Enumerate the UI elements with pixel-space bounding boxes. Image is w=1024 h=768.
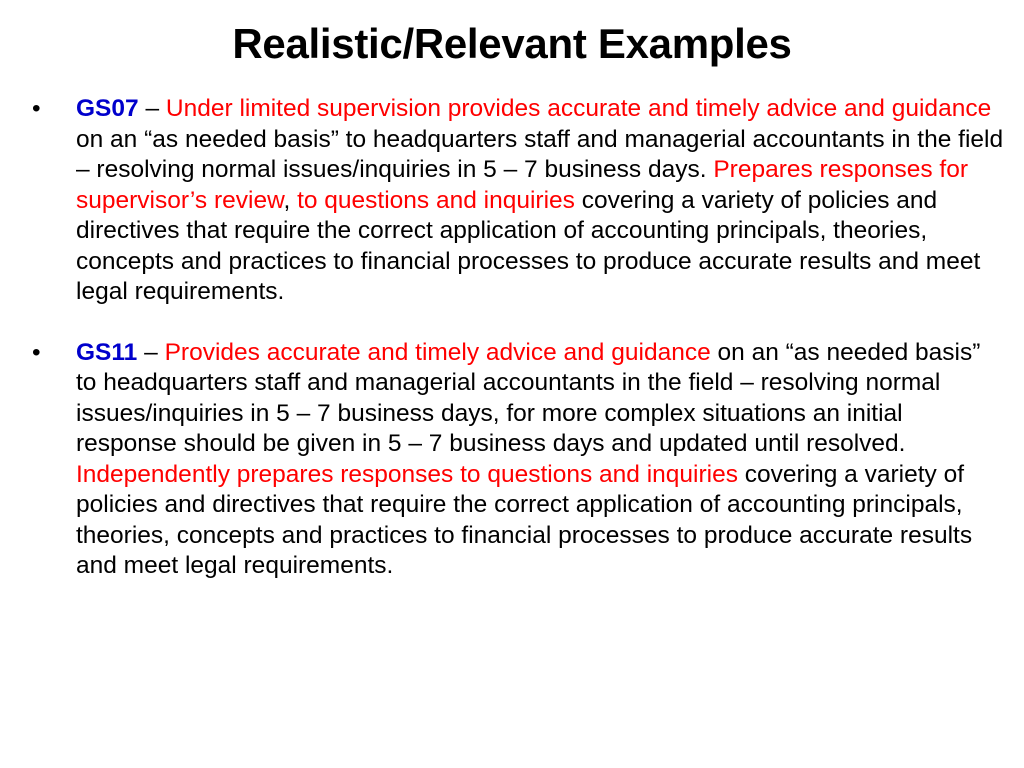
text-segment: on an “as needed basis” to headquarters staff and managerial accountants in the field – resolving normal issues/inquiries in 5 – 7 business days, for more complex situations an initial response should be given in 5 – 7 business days and updated until resolved. bbox=[76, 338, 981, 457]
grade-label: GS11 bbox=[76, 338, 138, 366]
highlight-text: Independently prepares responses to questions and inquiries bbox=[76, 460, 738, 488]
text-segment: – bbox=[138, 95, 166, 122]
bullet-dot-icon: • bbox=[32, 95, 41, 122]
text-segment: covering a variety of policies and directives that require the correct application of accounting principals, theories, concepts and practices to financial processes to produce accurate results and meet legal requirements. bbox=[76, 460, 973, 579]
bullet-item-gs07 bbox=[30, 94, 1005, 308]
bullet-list bbox=[30, 94, 1005, 582]
text-segment: covering a variety of policies and directives that require the correct application of accounting principals, theories, concepts and practices to financial processes to produce accurate results and meet legal requirements. bbox=[76, 186, 981, 305]
highlight-text: Provides accurate and timely advice and guidance bbox=[164, 338, 711, 366]
text-segment: – bbox=[137, 338, 165, 366]
text-segment: on an “as needed basis” to headquarters staff and managerial accountants in the field – resolving normal issues/inquiries in 5 – 7 business days. bbox=[76, 125, 1004, 183]
bullet-dot-icon: • bbox=[32, 338, 41, 366]
highlight-text: Prepares responses for supervisor’s review bbox=[76, 156, 968, 214]
highlight-text: Under limited supervision provides accurate and timely advice and guidance bbox=[165, 95, 992, 122]
slide-title: Realistic/Relevant Examples bbox=[232, 20, 792, 67]
text-segment: , bbox=[283, 186, 298, 214]
grade-label: GS07 bbox=[76, 95, 139, 122]
highlight-text: to questions and inquiries bbox=[297, 186, 575, 214]
bullet-item-gs11 bbox=[30, 338, 1005, 582]
